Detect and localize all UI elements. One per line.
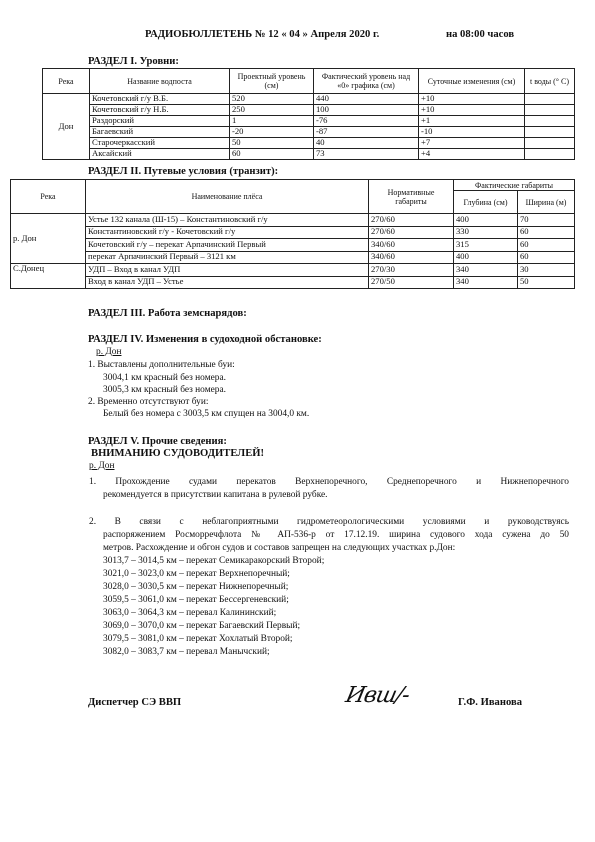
design-cell: 520 (230, 94, 314, 105)
norm-cell: 270/30 (369, 264, 454, 277)
restricted-section-item: 3028,0 – 3030,5 км – перекат Нижнепоречный; (103, 582, 289, 592)
table-row (11, 214, 575, 227)
width-cell: 50 (518, 276, 575, 289)
temp-cell (525, 149, 575, 160)
table-row (11, 264, 575, 277)
width-cell: 60 (518, 251, 575, 264)
table-row (11, 276, 575, 289)
transit-table (10, 179, 575, 289)
note2-line: распоряжением Росморречфлота № АП-536-р от 17.12.19. ширина судового хода сужена до 50 (103, 530, 569, 540)
temp-cell (525, 94, 575, 105)
bulletin-title: РАДИОБЮЛЛЕТЕНЬ № 12 « 04 » Апреля 2020 г. (145, 29, 380, 40)
station-cell: Кочетовский г/у В.Б. (90, 94, 230, 105)
station-cell: Раздорский (90, 116, 230, 127)
section4-item1-line: 3004,1 км красный без номера. (103, 373, 226, 383)
col-width: Ширина (м) (518, 191, 575, 214)
reach-cell: перекат Арпачинский Первый – 3121 км (86, 251, 369, 264)
temp-cell (525, 105, 575, 116)
station-cell: Багаевский (90, 127, 230, 138)
transit-header-row (11, 180, 575, 191)
river-cell: Дон (43, 94, 90, 160)
reach-cell: Кочетовский г/у – перекат Арпачинский Первый (86, 239, 369, 252)
section4-item1-line: 3005,3 км красный без номера. (103, 385, 226, 395)
col-station: Название водпоста (90, 69, 230, 94)
norm-cell: 340/60 (369, 239, 454, 252)
reach-cell: Устье 132 канала (Ш-15) – Константиновский г/у (86, 214, 369, 227)
design-cell: 1 (230, 116, 314, 127)
actual-cell: 40 (314, 138, 419, 149)
section5-title: РАЗДЕЛ V. Прочие сведения: (88, 436, 227, 447)
section3-title: РАЗДЕЛ III. Работа земснарядов: (88, 308, 247, 319)
table-row (43, 138, 575, 149)
change-cell: +1 (419, 116, 525, 127)
temp-cell (525, 127, 575, 138)
col-reach-name: Наименование плёса (86, 180, 369, 214)
width-cell: 60 (518, 239, 575, 252)
design-cell: 60 (230, 149, 314, 160)
design-cell: 50 (230, 138, 314, 149)
restricted-section-item: 3069,0 – 3070,0 км – перекат Багаевский Первый; (103, 621, 301, 631)
river-cell: р. Дон (11, 214, 86, 264)
col-design-level: Проектный уровень (см) (230, 69, 314, 94)
station-cell: Аксайский (90, 149, 230, 160)
table-row (11, 226, 575, 239)
section4-item1: 1. Выставлены дополнительные буи: (88, 360, 235, 370)
actual-cell: 440 (314, 94, 419, 105)
width-cell: 70 (518, 214, 575, 227)
section2-title: РАЗДЕЛ II. Путевые условия (транзит): (88, 166, 279, 177)
restricted-section-item: 3021,0 – 3023,0 км – перекат Верхнепоречный; (103, 569, 290, 579)
table-row (11, 239, 575, 252)
temp-cell (525, 138, 575, 149)
depth-cell: 340 (454, 276, 518, 289)
norm-cell: 270/60 (369, 226, 454, 239)
col-normative: Нормативные габариты (369, 180, 454, 214)
section4-item2: 2. Временно отсутствуют буи: (88, 397, 209, 407)
restricted-section-item: 3059,5 – 3061,0 км – перекат Бессергеневский; (103, 595, 289, 605)
depth-cell: 315 (454, 239, 518, 252)
table-row (43, 116, 575, 127)
reach-cell: УДП – Вход в канал УДП (86, 264, 369, 277)
bulletin-time: на 08:00 часов (446, 29, 515, 40)
actual-cell: -87 (314, 127, 419, 138)
note2-line: 2. В связи с неблагоприятными гидрометеорологическими условиями и руководствуясь (89, 517, 569, 527)
river-cell: С.Донец (11, 264, 86, 289)
dispatcher-position: Диспетчер СЭ ВВП (88, 697, 182, 708)
change-cell: +4 (419, 149, 525, 160)
temp-cell (525, 116, 575, 127)
actual-cell: 73 (314, 149, 419, 160)
table-row (43, 149, 575, 160)
design-cell: -20 (230, 127, 314, 138)
restricted-section-item: 3082,0 – 3083,7 км – перевал Манычский; (103, 647, 270, 657)
restricted-section-item: 3079,5 – 3081,0 км – перекат Хохлатый Второй; (103, 634, 293, 644)
actual-cell: -76 (314, 116, 419, 127)
width-cell: 60 (518, 226, 575, 239)
section1-title: РАЗДЕЛ I. Уровни: (88, 56, 179, 67)
design-cell: 250 (230, 105, 314, 116)
norm-cell: 340/60 (369, 251, 454, 264)
col-actual-dims: Фактические габариты (454, 180, 575, 191)
norm-cell: 270/50 (369, 276, 454, 289)
norm-cell: 270/60 (369, 214, 454, 227)
section4-river: р. Дон (96, 347, 122, 357)
signature: Ивш/- (343, 683, 412, 708)
col-river: Река (43, 69, 90, 94)
change-cell: -10 (419, 127, 525, 138)
col-daily-change: Суточные изменения (см) (419, 69, 525, 94)
section5-river: р. Дон (89, 461, 115, 471)
reach-cell: Константиновский г/у - Кочетовский г/у (86, 226, 369, 239)
col-river: Река (11, 180, 86, 214)
note1-line: 1. Прохождение судами перекатов Верхнепоречного, Среднепоречного и Нижнепоречного (89, 477, 569, 487)
col-actual-level: Фактический уровень над «0» графика (см) (314, 69, 419, 94)
station-cell: Старочеркасский (90, 138, 230, 149)
depth-cell: 400 (454, 214, 518, 227)
change-cell: +7 (419, 138, 525, 149)
depth-cell: 400 (454, 251, 518, 264)
col-water-temp: t воды (° С) (525, 69, 575, 94)
levels-header-row (43, 69, 575, 94)
table-row (11, 251, 575, 264)
note2-line: метров. Расхождение и обгон судов и составов запрещен на следующих участках р.Дон: (103, 543, 456, 553)
levels-table (42, 68, 575, 160)
section4-title: РАЗДЕЛ IV. Изменения в судоходной обстановке: (88, 334, 322, 345)
reach-cell: Вход в канал УДП – Устье (86, 276, 369, 289)
section4-item2-line: Белый без номера с 3003,5 км спущен на 3004,0 км. (103, 409, 310, 419)
restricted-section-item: 3013,7 – 3014,5 км – перекат Семикаракорский Второй; (103, 556, 325, 566)
table-row (43, 105, 575, 116)
station-cell: Кочетовский г/у Н.Б. (90, 105, 230, 116)
actual-cell: 100 (314, 105, 419, 116)
change-cell: +10 (419, 105, 525, 116)
dispatcher-name: Г.Ф. Иванова (458, 697, 523, 708)
col-depth: Глубина (см) (454, 191, 518, 214)
depth-cell: 340 (454, 264, 518, 277)
width-cell: 30 (518, 264, 575, 277)
table-row (43, 94, 575, 105)
table-row (43, 127, 575, 138)
note1-line: рекомендуется в присутствии капитана в рулевой рубке. (103, 490, 328, 500)
depth-cell: 330 (454, 226, 518, 239)
change-cell: +10 (419, 94, 525, 105)
drivers-attention: ВНИМАНИЮ СУДОВОДИТЕЛЕЙ! (91, 448, 265, 459)
restricted-section-item: 3063,0 – 3064,3 км – перевал Калининский; (103, 608, 277, 618)
